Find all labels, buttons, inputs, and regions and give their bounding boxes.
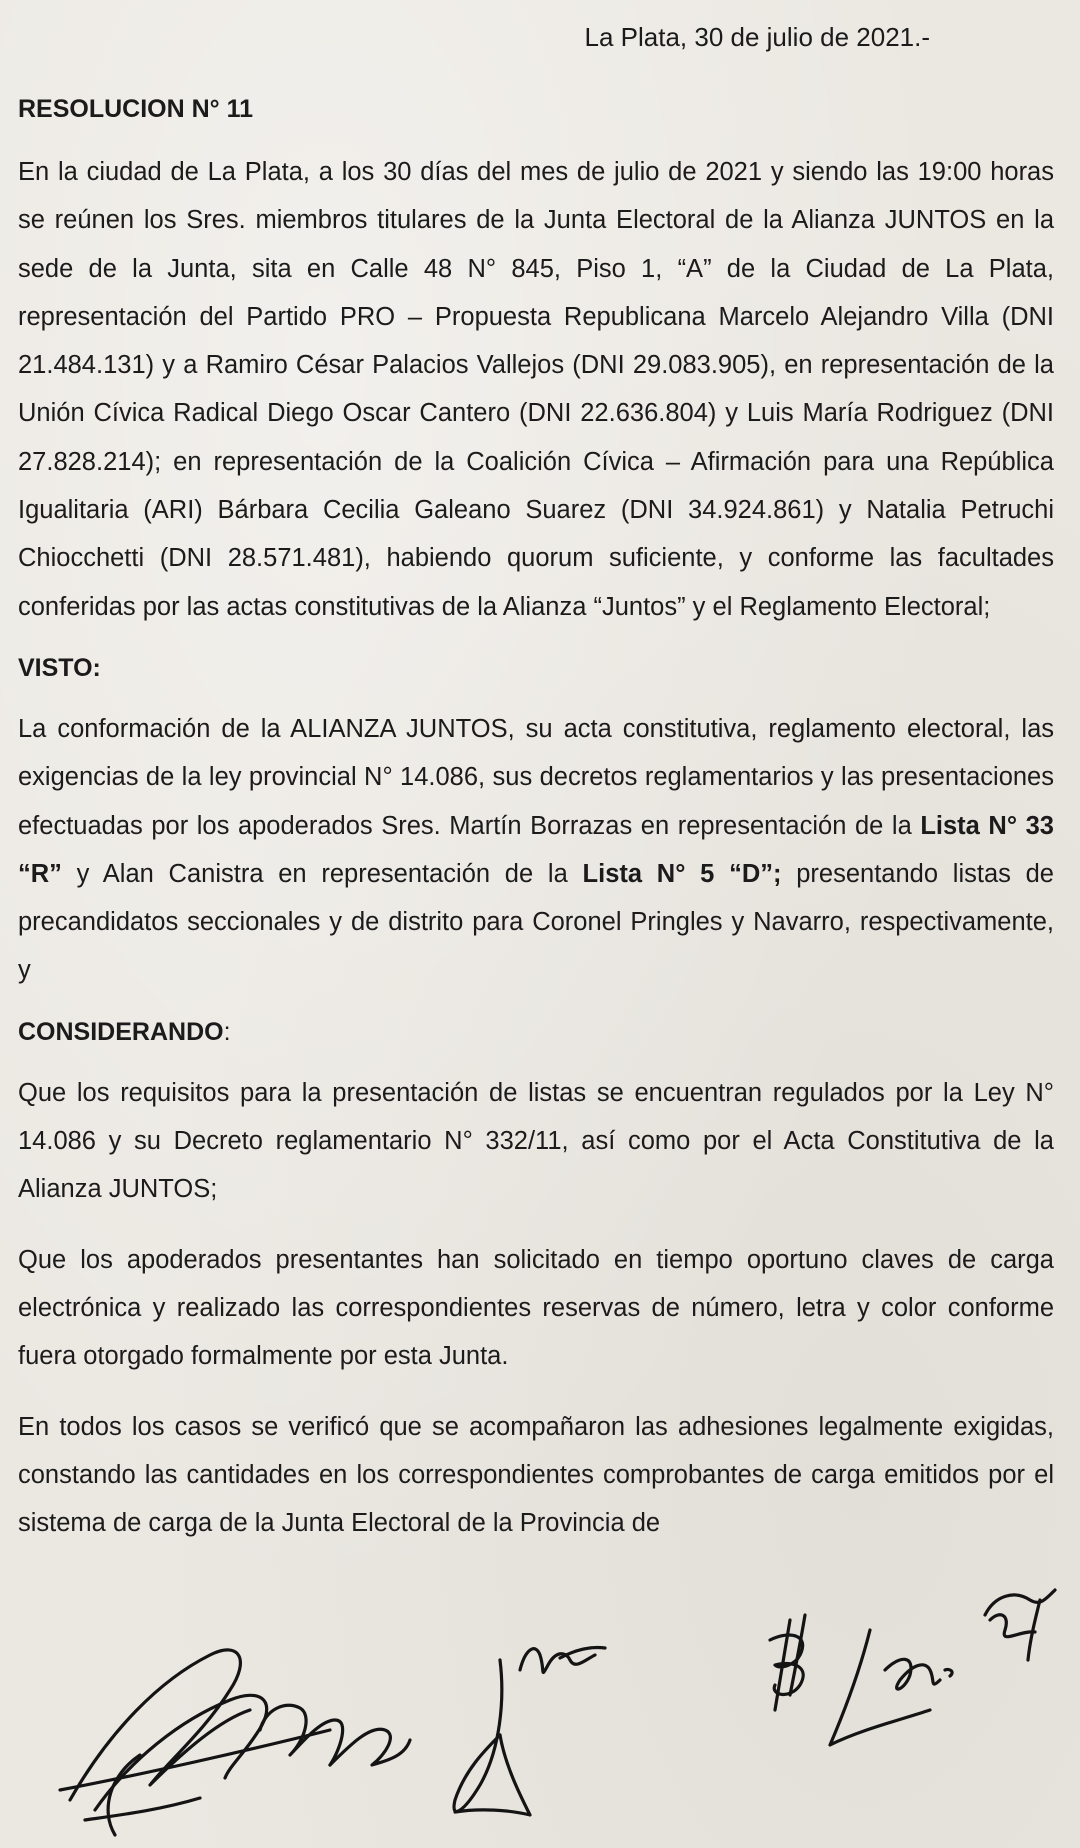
visto-text-3: presentando listas de precandidatos seccionales y de distrito para Coronel Pringles y Navarro, respectivamente, y: [18, 859, 1054, 985]
signature-3: [770, 1590, 1055, 1745]
considerando-colon: :: [223, 1017, 231, 1046]
visto-heading: VISTO:: [18, 653, 101, 682]
lista-33-r: Lista N° 33 “R”: [18, 811, 1054, 888]
resolution-title: RESOLUCION N° 11: [18, 95, 254, 123]
handwritten-signatures: [0, 1560, 1080, 1848]
visto-text-2: y Alan Canistra en representación de la: [61, 859, 583, 888]
signature-1: [60, 1650, 410, 1835]
considerando-paragraph-1: Que los requisitos para la presentación de listas se encuentran regulados por la Ley N° 14.086 y su Decreto reglamentario N° 332/11, así como por el Acta Constitutiva de la Alianza JUNTOS;: [18, 1078, 1054, 1204]
considerando-paragraph-3: En todos los casos se verificó que se acompañaron las adhesiones legalmente exigidas, constando las cantidades en los correspondientes comprobantes de carga emitidos por el sistema de carga de la Junta Electoral de la Provincia de: [18, 1412, 1054, 1538]
considerando-paragraph-2: Que los apoderados presentantes han solicitado en tiempo oportuno claves de carga electrónica y realizado las correspondientes reservas de número, letra y color conforme fuera otorgado formalmente por esta Junta.: [18, 1245, 1054, 1371]
visto-text-1: La conformación de la ALIANZA JUNTOS, su acta constitutiva, reglamento electoral, las exigencias de la ley provincial N° 14.086, sus decretos reglamentarios y las presentaciones efectuadas por los apoderados Sres. Martín Borrazas en representación de la: [18, 714, 1054, 840]
intro-paragraph: En la ciudad de La Plata, a los 30 días del mes de julio de 2021 y siendo las 19:00 horas se reúnen los Sres. miembros titulares de la Junta Electoral de la Alianza JUNTOS en la sede de la Junta, sita en Calle 48 N° 845, Piso 1, “A” de la Ciudad de La Plata, representación del Partido PRO – Propuesta Republicana Marcelo Alejandro Villa (DNI 21.484.131) y a Ramiro César Palacios Vallejos (DNI 29.083.905), en representación de la Unión Cívica Radical Diego Oscar Cantero (DNI 22.636.804) y Luis María Rodriguez (DNI 27.828.214); en representación de la Coalición Cívica – Afirmación para una República Igualitaria (ARI) Bárbara Cecilia Galeano Suarez (DNI 34.924.861) y Natalia Petruchi Chiocchetti (DNI 28.571.481), habiendo quorum suficiente, y conforme las facultades conferidas por las actas constitutivas de la Alianza “Juntos” y el Reglamento Electoral;: [18, 158, 1054, 621]
signature-2: [454, 1647, 605, 1815]
visto-paragraph: [18, 705, 1054, 995]
lista-5-d: Lista N° 5 “D”;: [582, 859, 782, 888]
considerando-heading: [18, 1015, 1054, 1049]
document-date: La Plata, 30 de julio de 2021.-: [584, 22, 930, 52]
considerando-label: CONSIDERANDO: [18, 1017, 224, 1046]
signatures-area: [0, 1560, 1080, 1848]
